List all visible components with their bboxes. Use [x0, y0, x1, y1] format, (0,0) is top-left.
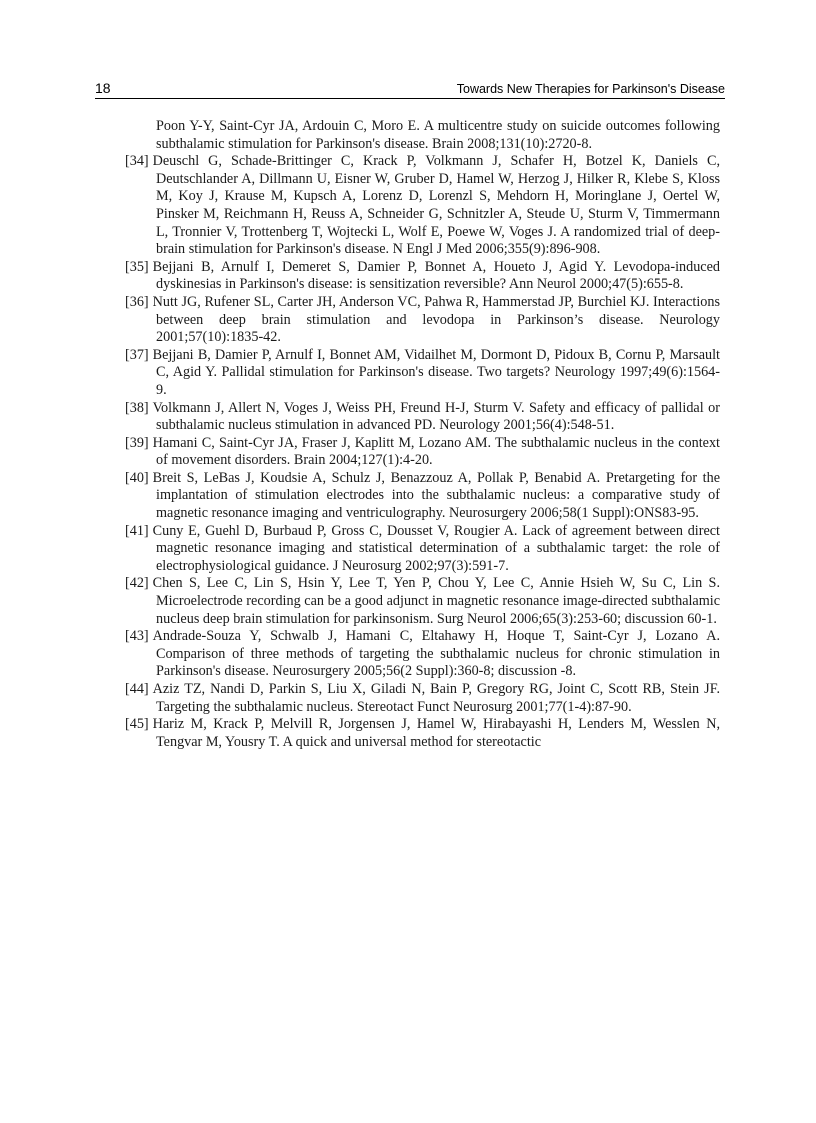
reference-number: [35]: [125, 258, 149, 275]
reference-item: [96, 259, 720, 294]
running-title: Towards New Therapies for Parkinson's Disease: [456, 82, 725, 96]
reference-number: [41]: [125, 522, 149, 539]
reference-text: Nutt JG, Rufener SL, Carter JH, Anderson VC, Pahwa R, Hammerstad JP, Burchiel KJ. Interactions between deep brain stimulation and levodopa in Parkinson’s disease. Neurology 2001;57(10):1835-42.: [152, 293, 720, 346]
reference-item: [96, 628, 720, 681]
reference-item: [96, 523, 720, 576]
reference-number: [38]: [125, 399, 149, 416]
reference-number: [43]: [125, 628, 149, 645]
reference-number: [36]: [125, 293, 149, 310]
reference-text: Chen S, Lee C, Lin S, Hsin Y, Lee T, Yen P, Chou Y, Lee C, Annie Hsieh W, Su C, Lin S. Microelectrode recording can be a good adjunct in magnetic resonance image-directed subthalamic nucleus deep brain stimulation for parkinsonism. Surg Neurol 2006;65(3):253-60; discussion 60-1.: [152, 575, 720, 627]
reference-item: [96, 470, 720, 523]
reference-text: Poon Y-Y, Saint-Cyr JA, Ardouin C, Moro E. A multicentre study on suicide outcomes following subthalamic stimulation for Parkinson's disease. Brain 2008;131(10):2720-8.: [156, 118, 720, 152]
reference-text: Volkmann J, Allert N, Voges J, Weiss PH, Freund H-J, Sturm V. Safety and efficacy of pallidal or subthalamic nucleus stimulation in advanced PD. Neurology 2001;56(4):548-51.: [152, 399, 720, 434]
reference-number: [39]: [125, 434, 149, 451]
reference-number: [34]: [125, 153, 149, 170]
page-number: 18: [95, 80, 111, 96]
reference-item: [96, 400, 720, 435]
reference-item: [96, 716, 720, 751]
reference-text: Bejjani B, Arnulf I, Demeret S, Damier P, Bonnet A, Houeto J, Agid Y. Levodopa-induced dyskinesias in Parkinson's disease: is sensitization reversible? Ann Neurol 2000;47(5):655-8.: [152, 258, 720, 293]
reference-item: [96, 575, 720, 628]
reference-list: [96, 118, 720, 751]
reference-number: [42]: [125, 575, 149, 592]
reference-item: [96, 294, 720, 347]
reference-text: Cuny E, Guehl D, Burbaud P, Gross C, Dousset V, Rougier A. Lack of agreement between direct magnetic resonance imaging and statistical determination of a subthalamic target: the role of electrophysiological guidance. J Neurosurg 2002;97(3):591-7.: [152, 522, 720, 574]
reference-text: Breit S, LeBas J, Koudsie A, Schulz J, Benazzouz A, Pollak P, Benabid A. Pretargeting for the implantation of stimulation electrodes into the subthalamic nucleus: a comparative study of magnetic resonance imaging and ventriculography. Neurosurgery 2006;58(1 Suppl):ONS83-95.: [152, 469, 720, 522]
reference-number: [37]: [125, 346, 149, 363]
page-header: [95, 80, 725, 99]
reference-text: Hamani C, Saint-Cyr JA, Fraser J, Kaplitt M, Lozano AM. The subthalamic nucleus in the context of movement disorders. Brain 2004;127(1):4-20.: [152, 434, 720, 469]
reference-number: [45]: [125, 716, 149, 733]
reference-item: [96, 347, 720, 400]
reference-text: Bejjani B, Damier P, Arnulf I, Bonnet AM, Vidailhet M, Dormont D, Pidoux B, Cornu P, Marsault C, Agid Y. Pallidal stimulation for Parkinson's disease. Two targets? Neurology 1997;49(6):1564-9.: [152, 346, 720, 398]
reference-item: [96, 153, 720, 259]
reference-number: [40]: [125, 469, 149, 486]
reference-item: [96, 118, 720, 153]
reference-text: Aziz TZ, Nandi D, Parkin S, Liu X, Giladi N, Bain P, Gregory RG, Joint C, Scott RB, Stein JF. Targeting the subthalamic nucleus. Stereotact Funct Neurosurg 2001;77(1-4):87-90.: [152, 681, 720, 715]
reference-text: Andrade-Souza Y, Schwalb J, Hamani C, Eltahawy H, Hoque T, Saint-Cyr J, Lozano A. Comparison of three methods of targeting the subthalamic nucleus for chronic stimulation in Parkinson's disease. Neurosurgery 2005;56(2 Suppl):360-8; discussion -8.: [152, 628, 720, 680]
reference-text: Deuschl G, Schade-Brittinger C, Krack P, Volkmann J, Schafer H, Botzel K, Daniels C, Deutschlander A, Dillmann U, Eisner W, Gruber D, Hamel W, Herzog J, Hilker R, Klebe S, Kloss M, Koy J, Krause M, Kupsch A, Lorenz D, Lorenzl S, Mehdorn H, Moringlane J, Oertel W, Pinsker M, Reichmann H, Reuss A, Schneider G, Schnitzler A, Steude U, Sturm V, Timmermann L, Tronnier V, Trottenberg T, Wojtecki L, Wolf E, Poewe W, Voges J. A randomized trial of deep-brain stimulation for Parkinson's disease. N Engl J Med 2006;355(9):896-908.: [152, 153, 720, 258]
reference-number: [44]: [125, 681, 149, 697]
reference-item: [96, 681, 720, 716]
reference-text: Hariz M, Krack P, Melvill R, Jorgensen J, Hamel W, Hirabayashi H, Lenders M, Wesslen N, Tengvar M, Yousry T. A quick and universal method for stereotactic: [152, 716, 720, 750]
reference-item: [96, 435, 720, 470]
